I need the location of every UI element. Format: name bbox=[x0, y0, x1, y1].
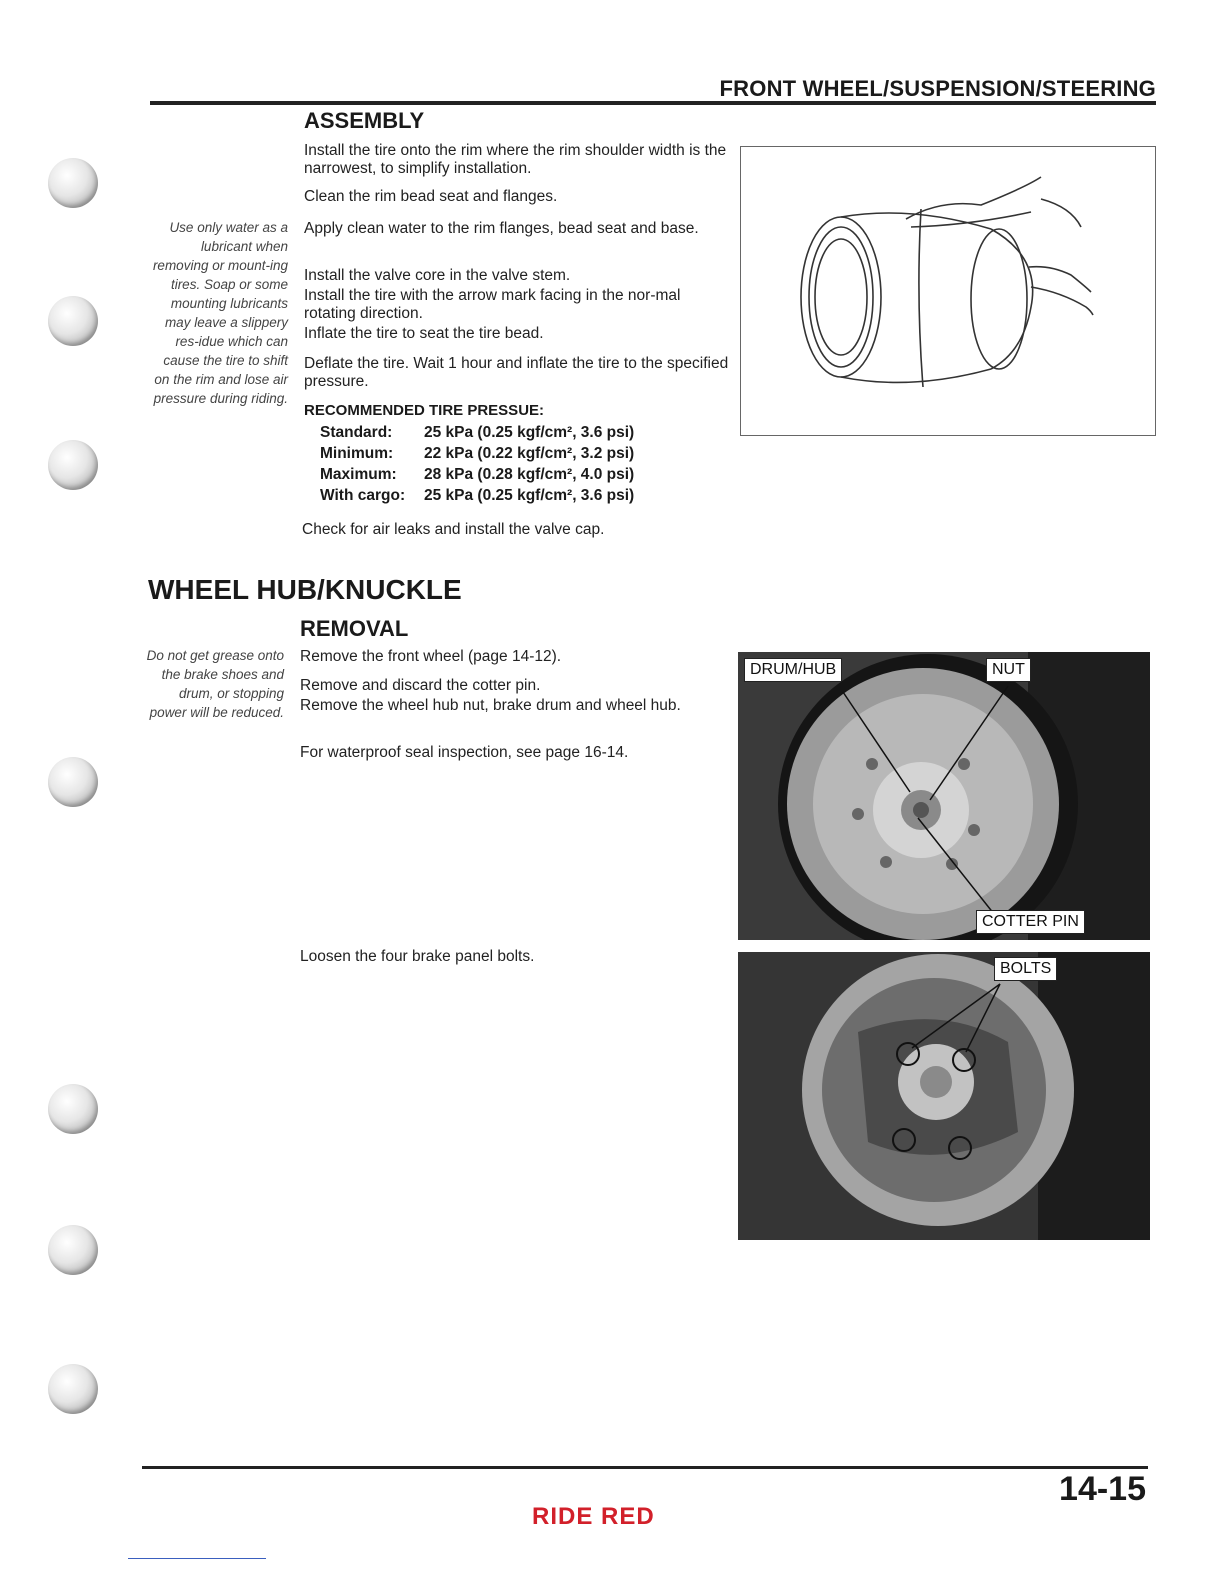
binder-hole bbox=[48, 1225, 98, 1275]
cotter-pin-label: COTTER PIN bbox=[976, 910, 1085, 934]
spec-label: Maximum: bbox=[320, 466, 397, 483]
drum-hub-image bbox=[738, 652, 1150, 940]
brake-panel-photo bbox=[738, 952, 1150, 1240]
assembly-step-5: Install the tire with the arrow mark facing in the nor-mal rotating direction. bbox=[304, 287, 681, 322]
binder-hole bbox=[48, 440, 98, 490]
spec-label: Minimum: bbox=[320, 445, 394, 462]
spec-value: 28 kPa (0.28 kgf/cm², 4.0 psi) bbox=[424, 466, 635, 483]
assembly-step-8: Check for air leaks and install the valve cap. bbox=[302, 521, 605, 538]
assembly-step-2: Clean the rim bead seat and flanges. bbox=[304, 188, 558, 205]
spec-row bbox=[320, 445, 634, 466]
assembly-step-7: Deflate the tire. Wait 1 hour and inflate the tire to the specified pressure. bbox=[304, 355, 729, 390]
spec-value: 25 kPa (0.25 kgf/cm², 3.6 psi) bbox=[424, 424, 635, 441]
spec-label: Standard: bbox=[320, 424, 393, 441]
spec-row bbox=[320, 466, 634, 487]
tire-rim-drawing bbox=[741, 147, 1155, 435]
binder-hole bbox=[48, 158, 98, 208]
removal-step-1: Remove the front wheel (page 14-12). bbox=[300, 648, 562, 665]
tire-pressure-specs bbox=[320, 424, 634, 508]
page-number: 14-15 bbox=[1059, 1470, 1146, 1508]
spec-label: With cargo: bbox=[320, 487, 406, 504]
nut-label: NUT bbox=[986, 658, 1031, 682]
removal-side-note: Do not get grease onto the brake shoes and drum, or stopping power will be reduced. bbox=[146, 648, 284, 720]
drum-hub-photo bbox=[738, 652, 1150, 940]
removal-step-2: Remove and discard the cotter pin. bbox=[300, 677, 541, 694]
removal-step-5: Loosen the four brake panel bolts. bbox=[300, 948, 535, 965]
spec-value: 22 kPa (0.22 kgf/cm², 3.2 psi) bbox=[424, 445, 635, 462]
assembly-step-1: Install the tire onto the rim where the rim shoulder width is the narrowest, to simplify installation. bbox=[304, 142, 727, 177]
spec-row bbox=[320, 487, 634, 508]
tire-pressure-title: RECOMMENDED TIRE PRESSUE: bbox=[304, 402, 545, 419]
footer-link-underline bbox=[128, 1558, 266, 1559]
footer-rule bbox=[142, 1466, 1148, 1469]
removal-step-3: Remove the wheel hub nut, brake drum and wheel hub. bbox=[300, 697, 681, 714]
ride-red-logo: RIDE RED bbox=[532, 1503, 655, 1530]
spec-row bbox=[320, 424, 634, 445]
assembly-side-note: Use only water as a lubricant when removing or mount-ing tires. Soap or some mounting lubricants may leave a slippery res-idue which can cause the tire to shift on the rim and lose air pressure during riding. bbox=[152, 220, 288, 406]
tire-illustration bbox=[740, 146, 1156, 436]
assembly-heading: ASSEMBLY bbox=[304, 108, 425, 133]
removal-step-4: For waterproof seal inspection, see page 16-14. bbox=[300, 744, 629, 761]
binder-hole bbox=[48, 1084, 98, 1134]
section-header: FRONT WHEEL/SUSPENSION/STEERING bbox=[719, 76, 1156, 101]
wheel-hub-title: WHEEL HUB/KNUCKLE bbox=[148, 574, 462, 605]
header-rule bbox=[150, 101, 1156, 105]
assembly-step-3: Apply clean water to the rim flanges, bead seat and base. bbox=[304, 220, 699, 237]
spec-value: 25 kPa (0.25 kgf/cm², 3.6 psi) bbox=[424, 487, 635, 504]
binder-hole bbox=[48, 296, 98, 346]
binder-hole bbox=[48, 1364, 98, 1414]
drum-hub-label: DRUM/HUB bbox=[744, 658, 842, 682]
removal-heading: REMOVAL bbox=[300, 616, 409, 641]
brake-panel-image bbox=[738, 952, 1150, 1240]
binder-hole bbox=[48, 757, 98, 807]
bolts-label: BOLTS bbox=[994, 957, 1057, 981]
assembly-step-4: Install the valve core in the valve stem. bbox=[304, 267, 571, 284]
assembly-step-6: Inflate the tire to seat the tire bead. bbox=[304, 325, 544, 342]
